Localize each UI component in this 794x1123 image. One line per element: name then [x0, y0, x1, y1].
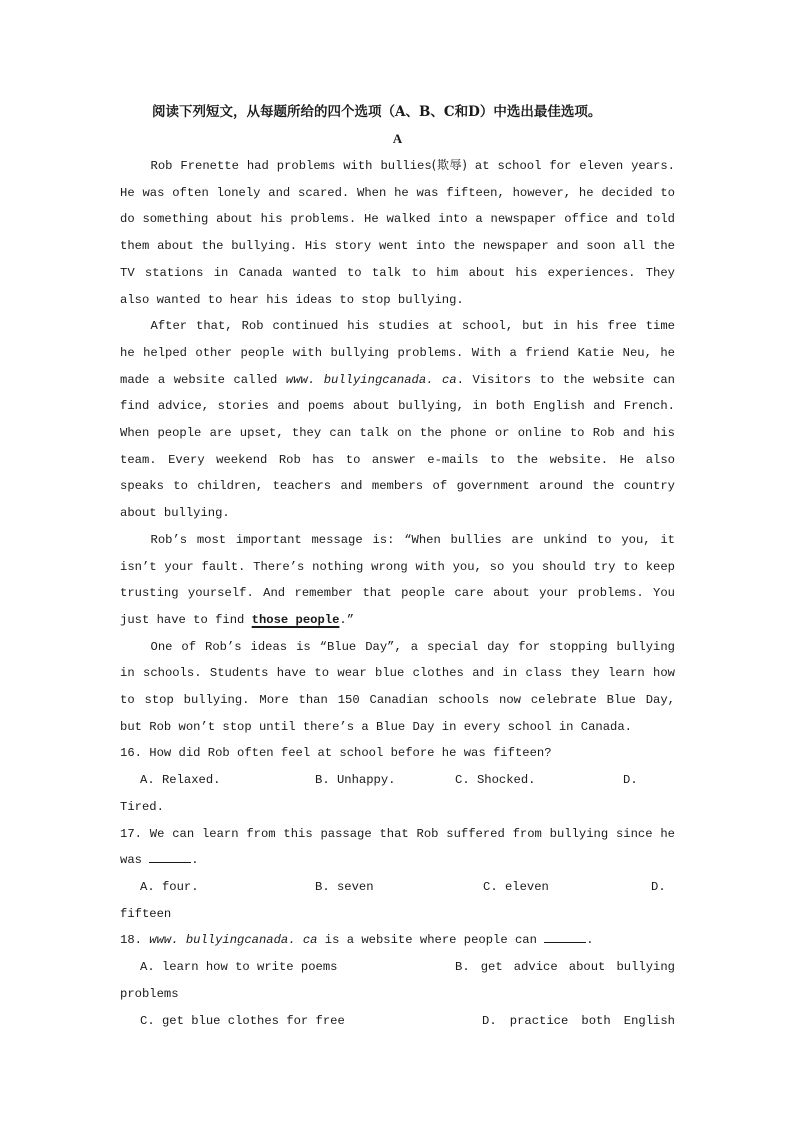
- p1-chinese-gloss: (欺辱): [431, 158, 467, 172]
- q17-option-a: A. four.: [140, 879, 199, 894]
- q18-stem-end: .: [586, 933, 594, 948]
- q16-option-d: D.: [623, 773, 638, 788]
- underlined-phrase: those people: [251, 612, 340, 627]
- q18-option-b-text: problems: [120, 986, 179, 1001]
- q17-option-b: B. seven: [315, 879, 374, 894]
- p2-text-a: After that, Rob continued his studies at school, but in his free time he helped other people with bullying problems. With a friend Katie Neu, he made a website called: [120, 319, 675, 387]
- instruction-heading: 阅读下列短文，从每题所给的四个选项（A、B、C和D）中选出最佳选项。: [152, 104, 602, 120]
- q16-option-b: B. Unhappy.: [315, 773, 396, 788]
- p2-text-b: . Visitors to the website can find advice, stories and poems about bullying, in both English and French. When people are upset, they can talk on the phone or online to Rob and his team. Every weekend Rob has to answer e-mails to the website. He also speaks to children, teachers and members of government around the country about bullying.: [120, 372, 675, 521]
- p1-text-b: at school for eleven years. He was often lonely and scared. When he was fifteen, however, he decided to do something about his problems. He walked into a newspaper office and told them about the bullying. His story went into the newspaper and soon all the TV stations in Canada wanted to talk to him about his experiences. They also wanted to hear his ideas to stop bullying.: [120, 159, 675, 307]
- passage-paragraph-4: One of Rob’s ideas is “Blue Day”, a special day for stopping bullying in schools. Students have to wear blue clothes and in class they learn how to stop bullying. More than 150 Canadian schools now celebrate Blue Day, but Rob won’t stop until there’s a Blue Day in every school in Canada.: [120, 639, 675, 734]
- q17-stem-text: 17. We can learn from this passage that Rob suffered from bullying since he was: [120, 826, 675, 868]
- p3-text-b: .”: [339, 612, 355, 627]
- answer-blank: [544, 930, 586, 943]
- section-label: A: [392, 131, 403, 146]
- p3-text-a: Rob’s most important message is: “When bullies are unkind to you, it isn’t your fault. There’s nothing wrong with you, so you should try to keep trusting yourself. And remember that people care about your problems. You just have to find: [120, 532, 675, 627]
- q17-stem-end: .: [191, 853, 199, 868]
- q18-website-url: www. bullyingcanada. ca: [149, 933, 318, 948]
- question-16-options: [120, 767, 675, 794]
- question-16-stem: 16. How did Rob often feel at school before he was fifteen?: [120, 746, 552, 761]
- passage-paragraph-1: [120, 152, 675, 313]
- q16-option-d-text: Tired.: [120, 799, 164, 814]
- q18-option-a: A. learn how to write poems: [140, 960, 338, 975]
- q18-option-c: C. get blue clothes for free: [140, 1013, 345, 1028]
- p1-text-a: Rob Frenette had problems with bullies: [150, 159, 432, 173]
- q17-option-d-text: fifteen: [120, 906, 172, 921]
- passage-paragraph-2: [120, 313, 675, 527]
- q17-option-c: C. eleven: [483, 879, 549, 894]
- question-18-options-row-2: [120, 1008, 675, 1035]
- q18-stem-text: is a website where people can: [317, 933, 545, 948]
- q16-option-c: C. Shocked.: [455, 773, 536, 788]
- question-17-stem: [120, 821, 675, 874]
- passage-paragraph-3: [120, 527, 675, 634]
- document-page: [120, 98, 675, 1034]
- website-url: www. bullyingcanada. ca: [285, 372, 457, 387]
- q18-option-b: B. get advice about bullying: [455, 960, 675, 975]
- question-18-options-row-1: [120, 954, 675, 981]
- answer-blank: [149, 850, 191, 863]
- q16-option-a: A. Relaxed.: [140, 773, 221, 788]
- q17-option-d: D.: [651, 879, 666, 894]
- q18-option-d: D. practice both English: [482, 1013, 675, 1028]
- question-17-options: [120, 874, 675, 901]
- question-18-stem: 18. www. bullyingcanada. ca is a website where people can .: [120, 927, 675, 954]
